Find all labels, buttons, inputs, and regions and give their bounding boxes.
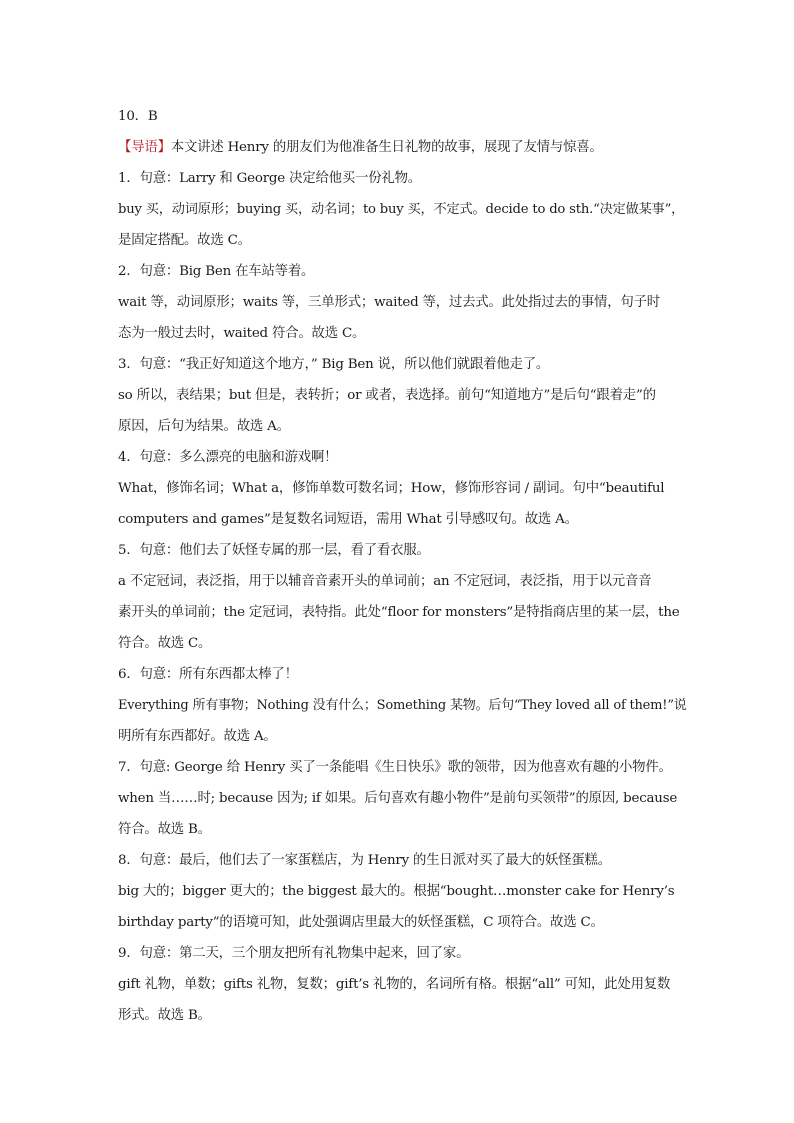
q3-explanation: so 所以，表结果；but 但是，表转折；or 或者，表选择。前句“知道地方”是后句“跟着走”的 — [118, 388, 656, 403]
q6-explanation: Everything 所有事物；Nothing 没有什么；Something 某物。后句“They loved all of them!”说 — [118, 698, 687, 713]
q5-explanation: a 不定冠词，表泛指，用于以辅音音素开头的单词前；an 不定冠词，表泛指，用于以元音音 — [118, 574, 652, 589]
q1-translation: 1．句意：Larry 和 George 决定给他买一份礼物。 — [118, 171, 421, 186]
q4-explanation-cont: computers and games”是复数名词短语，需用 What 引导感叹句。故选 A。 — [118, 512, 578, 527]
q5-explanation-end: 符合。故选 C。 — [118, 636, 212, 651]
q4-explanation: What，修饰名词；What a，修饰单数可数名词；How，修饰形容词 / 副词。句中“beautiful — [118, 481, 665, 496]
q4-translation: 4．句意：多么漂亮的电脑和游戏啊！ — [118, 450, 338, 465]
q8-translation: 8．句意：最后，他们去了一家蛋糕店，为 Henry 的生日派对买了最大的妖怪蛋糕。 — [118, 853, 611, 868]
q3-explanation-cont: 原因，后句为结果。故选 A。 — [118, 419, 290, 434]
q7-explanation: when 当……时; because 因为; if 如果。后句喜欢有趣小物件”是前句买领带”的原因, because — [118, 791, 678, 806]
q7-explanation-cont: 符合。故选 B。 — [118, 822, 211, 837]
guide-tag: 【导语】 — [118, 140, 171, 155]
q1-explanation-cont: 是固定搭配。故选 C。 — [118, 233, 251, 248]
q2-explanation: wait 等，动词原形；waits 等，三单形式；waited 等，过去式。此处指过去的事情，句子时 — [118, 295, 660, 310]
q8-explanation-cont: birthday party”的语境可知，此处强调店里最大的妖怪蛋糕，C 项符合。故选 C。 — [118, 915, 604, 930]
guide-text: 本文讲述 Henry 的朋友们为他准备生日礼物的故事，展现了友情与惊喜。 — [170, 140, 603, 155]
q5-translation: 5．句意：他们去了妖怪专属的那一层，看了看衣服。 — [118, 543, 430, 558]
q9-explanation: gift 礼物，单数；gifts 礼物，复数；gift’s 礼物的，名词所有格。根据“all” 可知，此处用复数 — [118, 977, 671, 992]
q2-explanation-cont: 态为一般过去时，waited 符合。故选 C。 — [118, 326, 366, 341]
q6-explanation-cont: 明所有东西都好。故选 A。 — [118, 729, 277, 744]
answer-explanations — [118, 101, 687, 1031]
q3-translation: 3．句意：“我正好知道这个地方，” Big Ben 说，所以他们就跟着他走了。 — [118, 357, 550, 372]
q2-translation: 2．句意：Big Ben 在车站等着。 — [118, 264, 315, 279]
q6-translation: 6．句意：所有东西都太棒了！ — [118, 667, 298, 682]
guide-line — [118, 132, 678, 163]
q1-explanation: buy 买，动词原形；buying 买，动名词；to buy 买，不定式。decide to do sth.“决定做某事”， — [118, 202, 685, 217]
q5-explanation-cont: 素开头的单词前；the 定冠词，表特指。此处“floor for monsters”是特指商店里的某一层，the — [118, 605, 680, 620]
q9-explanation-cont: 形式。故选 B。 — [118, 1008, 211, 1023]
answer-key-line: 10．B — [118, 109, 158, 124]
q7-translation: 7．句意: George 给 Henry 买了一条能唱《生日快乐》歌的领带，因为他喜欢有趣的小物件。 — [118, 760, 672, 775]
q9-translation: 9．句意：第二天，三个朋友把所有礼物集中起来，回了家。 — [118, 946, 470, 961]
q8-explanation: big 大的；bigger 更大的；the biggest 最大的。根据“bought…monster cake for Henry’s — [118, 884, 675, 899]
